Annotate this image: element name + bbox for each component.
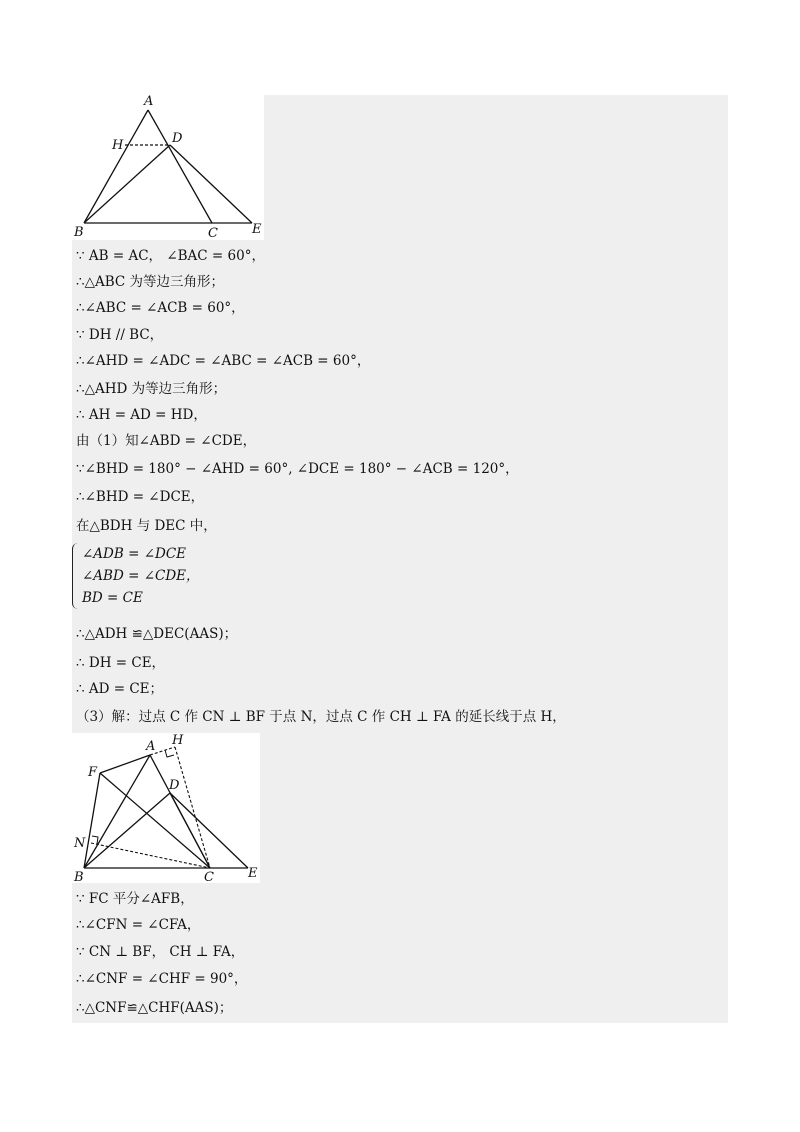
system-brace [72, 543, 79, 609]
figure-2-svg [72, 733, 260, 883]
proof-line-7: ∴ AH = AD = HD， [76, 407, 207, 423]
segment-DC [170, 793, 210, 868]
proof-line-8: 由（1）知∠ABD = ∠CDE， [76, 433, 257, 449]
label-C: C [204, 870, 214, 883]
label-N: N [74, 836, 86, 851]
figure-2-quadrilateral [72, 733, 260, 883]
figure-1-triangle [72, 90, 264, 240]
label-E: E [252, 222, 262, 237]
system-row-2: ∠ABD = ∠CDE， [82, 568, 200, 584]
proof-line-20: ∴△CNF≌△CHF(AAS)； [76, 1000, 233, 1016]
proof-line-1: ∵ AB = AC， ∠BAC = 60°， [76, 248, 265, 264]
segment-FA [100, 755, 150, 773]
label-H: H [172, 733, 184, 748]
proof-line-14: ∴ AD = CE； [76, 681, 164, 697]
label-B: B [74, 225, 84, 240]
segment-CH [175, 747, 210, 868]
proof-line-15: （3）解：过点 C 作 CN ⊥ BF 于点 N，过点 C 作 CH ⊥ FA 的延长线于点 H， [76, 709, 566, 725]
proof-line-12: ∴△ADH ≌△DEC(AAS)； [76, 626, 238, 642]
figure-1-svg [72, 90, 264, 240]
label-D: D [169, 778, 180, 793]
label-A: A [144, 94, 154, 109]
proof-line-16: ∵ FC 平分∠AFB， [76, 891, 194, 907]
label-E: E [248, 866, 258, 881]
label-F: F [88, 765, 98, 780]
proof-line-13: ∴ DH = CE， [76, 655, 166, 671]
proof-line-6: ∴△AHD 为等边三角形； [76, 381, 227, 397]
proof-line-2: ∴△ABC 为等边三角形； [76, 274, 225, 290]
proof-line-4: ∵ DH // BC， [76, 327, 164, 343]
label-C: C [208, 226, 218, 240]
segment-BD [84, 145, 170, 223]
system-row-1: ∠ADB = ∠DCE [82, 546, 187, 562]
proof-line-11: 在△BDH 与 DEC 中， [76, 518, 217, 534]
proof-line-18: ∵ CN ⊥ BF， CH ⊥ FA， [76, 944, 245, 960]
segment-FC [100, 773, 210, 868]
right-angle-N [92, 836, 98, 844]
proof-line-10: ∴∠BHD = ∠DCE， [76, 489, 205, 505]
proof-line-3: ∴∠ABC = ∠ACB = 60°， [76, 300, 245, 316]
segment-DE [170, 145, 252, 223]
segment-AC [148, 110, 212, 223]
system-row-3: BD = CE [82, 590, 143, 606]
label-D: D [172, 131, 183, 146]
proof-line-9: ∵∠BHD = 180° − ∠AHD = 60°, ∠DCE = 180° − ∠ACB = 120°， [76, 461, 519, 477]
right-angle-H [165, 750, 174, 757]
proof-line-5: ∴∠AHD = ∠ADC = ∠ABC = ∠ACB = 60°， [76, 353, 371, 369]
label-B: B [74, 870, 84, 883]
label-A: A [146, 739, 156, 754]
proof-line-17: ∴∠CFN = ∠CFA， [76, 917, 201, 933]
segment-DE [170, 793, 248, 868]
segment-AB [84, 110, 148, 223]
proof-line-19: ∴∠CNF = ∠CHF = 90°， [76, 971, 248, 987]
label-H: H [112, 138, 124, 153]
